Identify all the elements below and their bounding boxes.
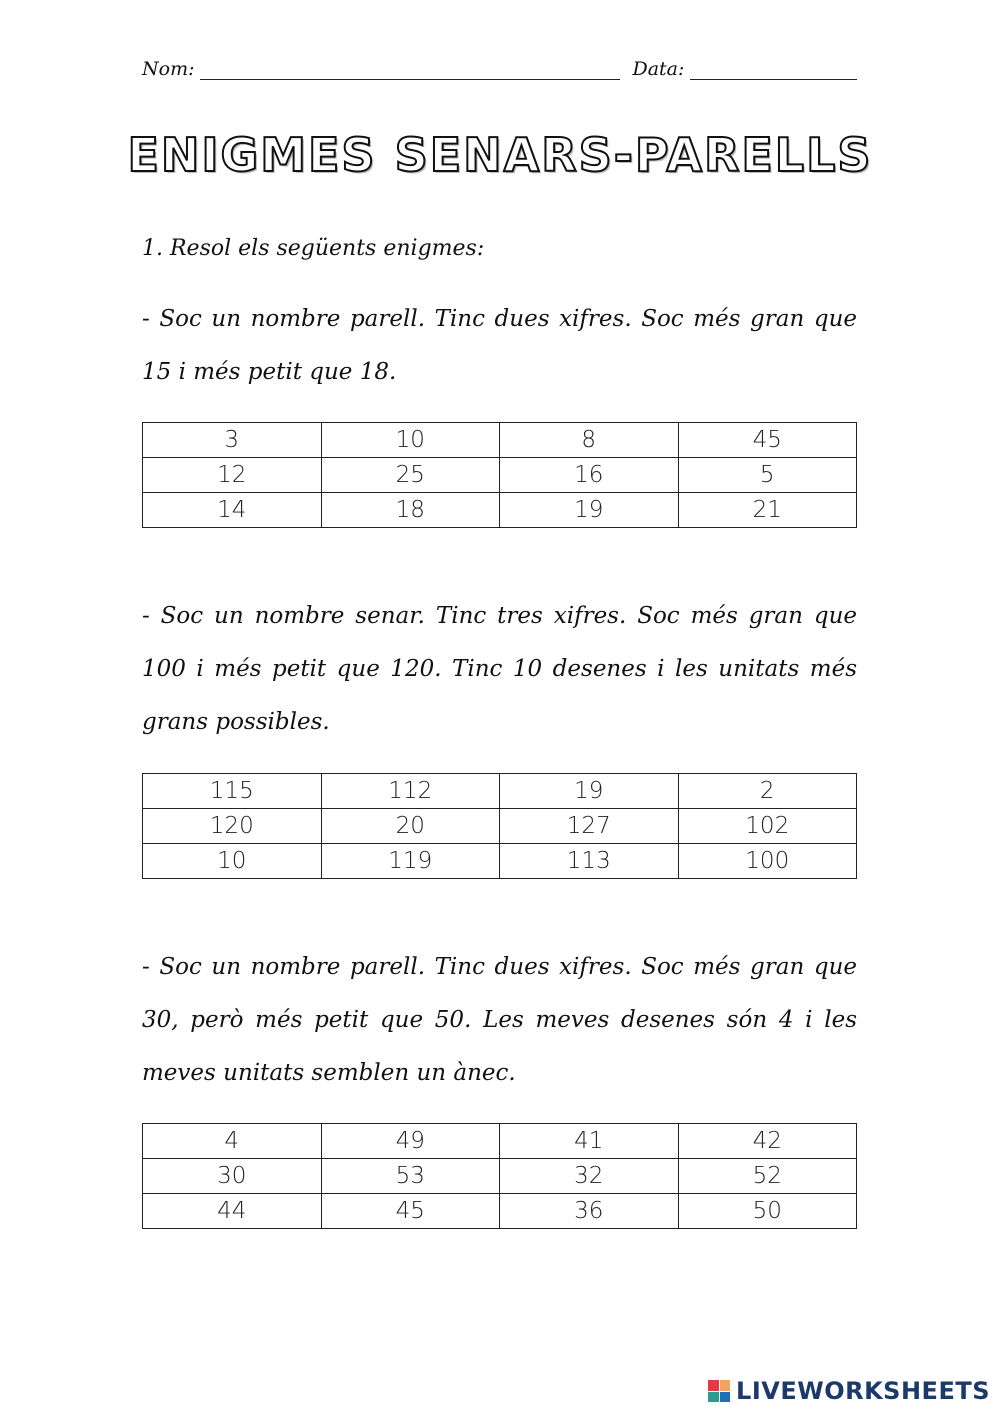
option-cell[interactable]: 19 xyxy=(500,493,679,528)
riddle-3-options-table xyxy=(142,1123,857,1229)
option-cell[interactable]: 52 xyxy=(678,1159,857,1194)
option-cell[interactable]: 10 xyxy=(143,844,322,879)
student-info-header xyxy=(142,58,857,80)
logo-square xyxy=(720,1392,731,1403)
option-cell[interactable]: 25 xyxy=(321,458,500,493)
option-cell[interactable]: 14 xyxy=(143,493,322,528)
option-cell[interactable]: 41 xyxy=(500,1124,679,1159)
option-cell[interactable]: 10 xyxy=(321,423,500,458)
option-cell[interactable]: 49 xyxy=(321,1124,500,1159)
option-cell[interactable]: 42 xyxy=(678,1124,857,1159)
option-cell[interactable]: 127 xyxy=(500,809,679,844)
option-cell[interactable]: 32 xyxy=(500,1159,679,1194)
option-cell[interactable]: 30 xyxy=(143,1159,322,1194)
riddle-1-options-table xyxy=(142,422,857,528)
option-cell[interactable]: 100 xyxy=(678,844,857,879)
logo-square xyxy=(720,1380,731,1391)
option-cell[interactable]: 2 xyxy=(678,774,857,809)
option-cell[interactable]: 19 xyxy=(500,774,679,809)
option-cell[interactable]: 12 xyxy=(143,458,322,493)
option-cell[interactable]: 53 xyxy=(321,1159,500,1194)
name-input-line[interactable] xyxy=(200,59,620,80)
option-cell[interactable]: 36 xyxy=(500,1194,679,1229)
option-cell[interactable]: 16 xyxy=(500,458,679,493)
option-cell[interactable]: 102 xyxy=(678,809,857,844)
date-input-line[interactable] xyxy=(690,59,857,80)
option-cell[interactable]: 44 xyxy=(143,1194,322,1229)
exercise-instruction: 1. Resol els següents enigmes: xyxy=(142,236,485,261)
option-cell[interactable]: 112 xyxy=(321,774,500,809)
option-cell[interactable]: 21 xyxy=(678,493,857,528)
riddle-1-text: - Soc un nombre parell. Tinc dues xifres. Soc més gran que 15 i més petit que 18. xyxy=(142,306,857,385)
logo-square xyxy=(708,1392,719,1403)
option-cell[interactable]: 113 xyxy=(500,844,679,879)
riddle-2-text: - Soc un nombre senar. Tinc tres xifres. Soc més gran que 100 i més petit que 120. Tinc 10 desenes i les unitats més grans possibles. xyxy=(142,603,857,735)
worksheet-title: ENIGMES SENARS-PARELLS xyxy=(127,128,873,182)
option-cell[interactable]: 45 xyxy=(678,423,857,458)
option-cell[interactable]: 3 xyxy=(143,423,322,458)
option-cell[interactable]: 20 xyxy=(321,809,500,844)
option-cell[interactable]: 4 xyxy=(143,1124,322,1159)
option-cell[interactable]: 5 xyxy=(678,458,857,493)
liveworksheets-branding xyxy=(708,1377,990,1405)
brand-name: LIVEWORKSHEETS xyxy=(736,1377,990,1405)
date-label: Data: xyxy=(632,58,685,80)
option-cell[interactable]: 119 xyxy=(321,844,500,879)
option-cell[interactable]: 120 xyxy=(143,809,322,844)
name-label: Nom: xyxy=(142,58,195,80)
option-cell[interactable]: 50 xyxy=(678,1194,857,1229)
option-cell[interactable]: 8 xyxy=(500,423,679,458)
riddle-3-text: - Soc un nombre parell. Tinc dues xifres. Soc més gran que 30, però més petit que 50. Les meves desenes són 4 i les meves unitats semblen un ànec. xyxy=(142,954,857,1086)
option-cell[interactable]: 45 xyxy=(321,1194,500,1229)
option-cell[interactable]: 115 xyxy=(143,774,322,809)
option-cell[interactable]: 18 xyxy=(321,493,500,528)
liveworksheets-logo-icon xyxy=(708,1380,730,1402)
riddle-2-options-table xyxy=(142,773,857,879)
logo-square xyxy=(708,1380,719,1391)
